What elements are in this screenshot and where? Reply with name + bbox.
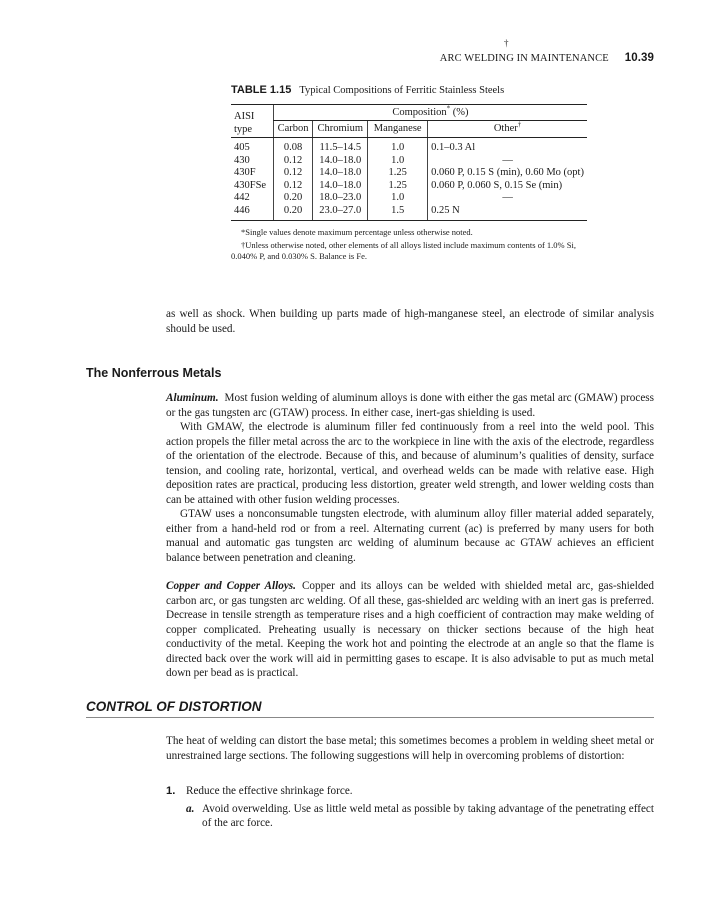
header-composition bbox=[273, 105, 587, 121]
cell-type: 430F bbox=[234, 167, 256, 178]
cell-chromium: 14.0–18.0 bbox=[313, 180, 368, 193]
header-manganese: Manganese bbox=[368, 121, 428, 138]
aluminum-paragraph-3: GTAW uses a nonconsumable tungsten electrode, with aluminum alloy filler material added separately, either from a hand-held rod or from a reel. Alternating current (ac) is preferred by many users for both manual and automatic gas tungsten arc welding of aluminum because ac GTAW achieves an efficient balance between penetration and cleaning. bbox=[166, 508, 654, 564]
cell-manganese: 1.0 bbox=[368, 155, 428, 168]
header-dagger-mark: † bbox=[504, 38, 509, 48]
list-item-text: Reduce the effective shrinkage force. bbox=[186, 785, 353, 797]
aluminum-paragraph-2: With GMAW, the electrode is aluminum filler fed continuously from a reel into the weld pool. This action propels the filler metal across the arc to the workpiece in line with the axis of the electrode, regardless of the orientation of the electrode. Because of this, and because of aluminum’s qualities of density, surface tension, and cooling rate, horizontal, vertical, and overhead welds can be made with relative ease. High deposition rates are practical, producing less distortion, greater weld strength, and lower welding costs than can be attained with other fusion welding processes. bbox=[166, 421, 654, 506]
distortion-list bbox=[166, 784, 654, 831]
nonferrous-body bbox=[166, 391, 654, 681]
table-row bbox=[231, 167, 587, 180]
distortion-intro: The heat of welding can distort the base metal; this sometimes becomes a problem in welding sheet metal or unrestrained large sections. The following suggestions will help in overcoming problems of distortion: bbox=[166, 735, 654, 762]
cell-chromium: 14.0–18.0 bbox=[313, 155, 368, 168]
copper-text: Copper and its alloys can be welded with shielded metal arc, gas-shielded carbon arc, or gas tungsten arc welding. Of all these, gas-shielded arc welding with an inert gas is preferred. Decrease in tensile strength as temperature rises and a high coefficient of contraction may make welding of copper complicated. Preheating usually is necessary on thicker sections because of the high heat conductivity of the metal. Keeping the work hot and pointing the electrode at an angle so that the flame is directed back over the work will aid in permitting gases to escape. It is also advisable to put as much metal down per bead as is practical. bbox=[166, 580, 654, 679]
distortion-intro-block bbox=[166, 734, 654, 763]
cell-manganese: 1.0 bbox=[368, 192, 428, 205]
intro-paragraph-block bbox=[166, 307, 654, 336]
header-composition-unit: (%) bbox=[452, 107, 469, 118]
footnote-dagger: †Unless otherwise noted, other elements of all alloys listed include maximum contents of 1.0% Si, 0.040% P, and 0.030% S. Balance is Fe. bbox=[231, 240, 576, 261]
table-caption bbox=[231, 84, 587, 96]
cell-other: 0.060 P, 0.15 S (min), 0.60 Mo (opt) bbox=[428, 167, 587, 180]
cell-type: 430FSe bbox=[234, 179, 267, 191]
header-other bbox=[428, 121, 587, 138]
composition-table bbox=[231, 104, 587, 221]
list-item-number: 1. bbox=[166, 785, 176, 797]
aluminum-run-in-head: Aluminum. bbox=[166, 392, 219, 404]
cell-type: 430 bbox=[234, 154, 250, 166]
aluminum-text-1: Most fusion welding of aluminum alloys is done with either the gas metal arc (GMAW) process or the gas tungsten arc (GTAW) process. In either case, inert-gas shielding is used. bbox=[166, 392, 654, 419]
intro-paragraph: as well as shock. When building up parts made of high-manganese steel, an electrode of similar analysis should be used. bbox=[166, 308, 654, 335]
cell-other: — bbox=[428, 192, 587, 205]
cell-carbon: 0.20 bbox=[273, 205, 312, 221]
cell-manganese: 1.25 bbox=[368, 180, 428, 193]
table-row bbox=[231, 138, 587, 155]
copper-run-in-head: Copper and Copper Alloys. bbox=[166, 580, 296, 592]
cell-manganese: 1.5 bbox=[368, 205, 428, 221]
page-number: 10.39 bbox=[624, 52, 654, 64]
footnote-asterisk: *Single values denote maximum percentage unless otherwise noted. bbox=[241, 227, 473, 237]
table-title: Typical Compositions of Ferritic Stainless Steels bbox=[299, 85, 505, 96]
table-row bbox=[231, 192, 587, 205]
cell-type: 405 bbox=[234, 142, 250, 153]
table-row bbox=[231, 180, 587, 193]
header-other-label: Other bbox=[493, 123, 518, 134]
running-title: ARC WELDING IN MAINTENANCE bbox=[439, 53, 609, 64]
running-header bbox=[440, 52, 654, 64]
cell-carbon: 0.12 bbox=[273, 180, 312, 193]
table-row bbox=[231, 205, 587, 221]
cell-carbon: 0.20 bbox=[273, 192, 312, 205]
cell-chromium: 23.0–27.0 bbox=[313, 205, 368, 221]
header-composition-label: Composition bbox=[392, 107, 447, 118]
header-aisi-type bbox=[231, 105, 273, 138]
header-chromium: Chromium bbox=[313, 121, 368, 138]
list-subitem bbox=[166, 802, 654, 831]
copper-paragraph bbox=[166, 579, 654, 681]
cell-chromium: 11.5–14.5 bbox=[313, 138, 368, 155]
list-item bbox=[166, 784, 654, 799]
cell-other: 0.1–0.3 Al bbox=[428, 138, 587, 155]
cell-manganese: 1.25 bbox=[368, 167, 428, 180]
header-aisi-line1: AISI bbox=[234, 111, 255, 122]
cell-chromium: 18.0–23.0 bbox=[313, 192, 368, 205]
cell-type: 442 bbox=[234, 192, 250, 203]
cell-carbon: 0.12 bbox=[273, 167, 312, 180]
cell-type: 446 bbox=[231, 205, 273, 221]
other-footnote-mark: † bbox=[517, 120, 522, 129]
composition-table-block bbox=[231, 84, 587, 264]
list-subitem-text: Avoid overwelding. Use as little weld metal as possible by taking advantage of the penetrating effect of the arc force. bbox=[202, 802, 654, 829]
cell-chromium: 14.0–18.0 bbox=[313, 167, 368, 180]
header-carbon: Carbon bbox=[273, 121, 312, 138]
header-aisi-line2: type bbox=[234, 124, 253, 135]
cell-other: 0.060 P, 0.060 S, 0.15 Se (min) bbox=[428, 180, 587, 193]
composition-footnote-mark: * bbox=[446, 104, 451, 113]
list-subitem-letter: a. bbox=[186, 802, 195, 815]
cell-manganese: 1.0 bbox=[368, 138, 428, 155]
cell-other: 0.25 N bbox=[428, 205, 587, 221]
table-row bbox=[231, 155, 587, 168]
cell-carbon: 0.08 bbox=[273, 138, 312, 155]
cell-other: — bbox=[428, 155, 587, 168]
section-heading-control-of-distortion: CONTROL OF DISTORTION bbox=[86, 699, 654, 718]
aluminum-paragraph-1 bbox=[166, 391, 654, 420]
table-number: TABLE 1.15 bbox=[231, 84, 292, 96]
section-heading-nonferrous: The Nonferrous Metals bbox=[86, 366, 222, 380]
table-footnotes bbox=[231, 227, 587, 262]
cell-carbon: 0.12 bbox=[273, 155, 312, 168]
